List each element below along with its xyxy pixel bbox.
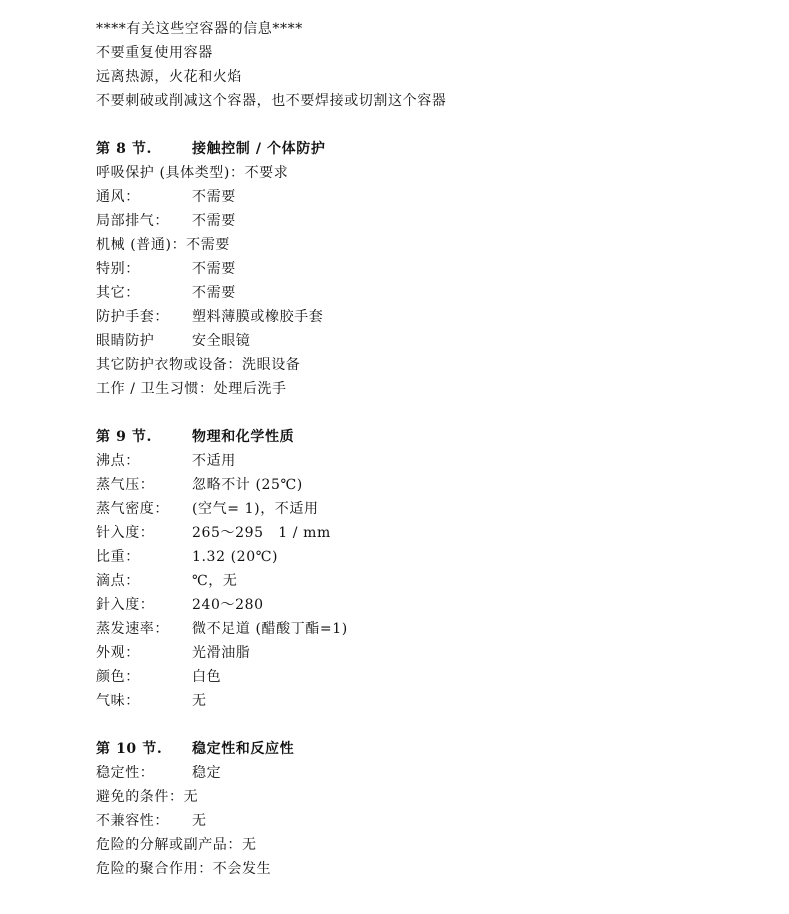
field-value: 240～280 xyxy=(192,597,264,613)
property-row xyxy=(96,569,237,593)
section-title: 物理和化学性质 xyxy=(192,429,295,445)
intro-line: 不要刺破或削减这个容器，也不要焊接或切割这个容器 xyxy=(96,93,447,109)
section-number: 第 8 节. xyxy=(96,141,152,157)
respiratory-protection-line: 呼吸保护 (具体类型)：不要求 xyxy=(96,165,289,181)
field-label: 針入度： xyxy=(96,597,155,613)
field-value: 无 xyxy=(192,813,207,829)
field-value: 无 xyxy=(192,693,207,709)
field-label: 局部排气： xyxy=(96,213,169,229)
decomposition-line: 危险的分解或副产品：无 xyxy=(96,837,257,853)
property-row xyxy=(96,449,236,473)
field-value: 不需要 xyxy=(192,261,236,277)
field-label: 沸点： xyxy=(96,453,140,469)
field-value: 不适用 xyxy=(192,453,236,469)
stability-row xyxy=(96,761,221,785)
field-label: 蒸气密度： xyxy=(96,501,169,517)
incompatibility-row xyxy=(96,809,207,833)
other-equipment-line: 其它防护衣物或设备：洗眼设备 xyxy=(96,357,301,373)
field-label: 蒸气压： xyxy=(96,477,155,493)
field-value: (空气= 1)，不适用 xyxy=(192,501,319,517)
section-9-heading xyxy=(96,425,294,449)
property-row xyxy=(96,545,278,569)
field-label: 其它： xyxy=(96,285,140,301)
field-value: 不需要 xyxy=(192,285,236,301)
gloves-row xyxy=(96,305,323,329)
field-label: 滴点： xyxy=(96,573,140,589)
property-row xyxy=(96,473,303,497)
field-value: 稳定 xyxy=(192,765,222,781)
property-row xyxy=(96,521,331,545)
property-row xyxy=(96,665,221,689)
local-exhaust-row xyxy=(96,209,236,233)
field-value: ℃，无 xyxy=(192,573,238,589)
property-row xyxy=(96,641,250,665)
property-row xyxy=(96,593,264,617)
field-label: 比重： xyxy=(96,549,140,565)
field-value: 不需要 xyxy=(192,189,236,205)
field-label: 特别： xyxy=(96,261,140,277)
field-label: 稳定性： xyxy=(96,765,155,781)
section-title: 接触控制 / 个体防护 xyxy=(192,141,326,157)
field-label: 气味： xyxy=(96,693,140,709)
field-value: 塑料薄膜或橡胶手套 xyxy=(192,309,324,325)
field-value: 光滑油脂 xyxy=(192,645,251,661)
special-row xyxy=(96,257,236,281)
field-label: 颜色： xyxy=(96,669,140,685)
polymerization-line: 危险的聚合作用：不会发生 xyxy=(96,861,272,877)
property-row xyxy=(96,617,348,641)
field-value: 265～295 1 / mm xyxy=(192,525,331,541)
hygiene-line: 工作 / 卫生习惯：处理后洗手 xyxy=(96,381,287,397)
section-title: 稳定性和反应性 xyxy=(192,741,295,757)
section-number: 第 10 节. xyxy=(96,741,163,757)
empty-container-header: ****有关这些空容器的信息**** xyxy=(96,21,303,37)
field-value: 安全眼镜 xyxy=(192,333,251,349)
intro-line: 不要重复使用容器 xyxy=(96,45,213,61)
ventilation-row xyxy=(96,185,236,209)
intro-line: 远离热源，火花和火焰 xyxy=(96,69,242,85)
section-10-heading xyxy=(96,737,294,761)
field-value: 忽略不计 (25℃) xyxy=(192,477,303,493)
field-label: 针入度： xyxy=(96,525,155,541)
mechanical-line: 机械 (普通)：不需要 xyxy=(96,237,230,253)
field-label: 通风： xyxy=(96,189,140,205)
section-number: 第 9 节. xyxy=(96,429,152,445)
eye-protection-row xyxy=(96,329,250,353)
property-row xyxy=(96,689,207,713)
field-label: 蒸发速率： xyxy=(96,621,169,637)
field-value: 1.32 (20℃) xyxy=(192,549,279,565)
field-label: 眼睛防护 xyxy=(96,333,155,349)
field-value: 白色 xyxy=(192,669,222,685)
property-row xyxy=(96,497,319,521)
field-label: 不兼容性： xyxy=(96,813,169,829)
section-8-heading xyxy=(96,137,325,161)
field-label: 外观： xyxy=(96,645,140,661)
conditions-to-avoid-line: 避免的条件：无 xyxy=(96,789,199,805)
field-label: 防护手套： xyxy=(96,309,169,325)
field-value: 微不足道 (醋酸丁酯=1) xyxy=(192,621,348,637)
other-row xyxy=(96,281,236,305)
field-value: 不需要 xyxy=(192,213,236,229)
